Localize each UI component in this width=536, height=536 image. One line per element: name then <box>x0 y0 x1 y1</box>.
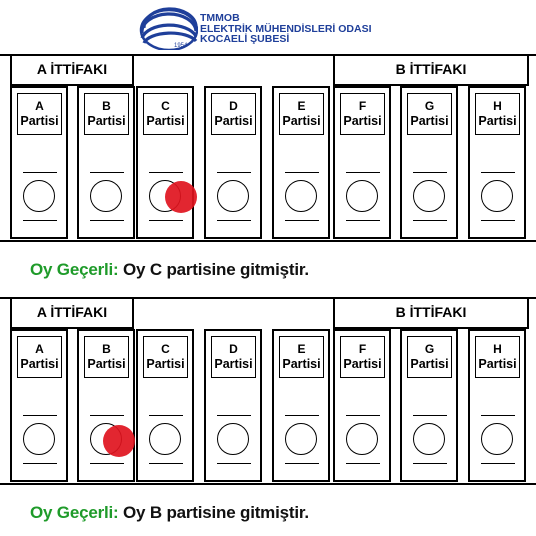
party-letter: C <box>161 342 170 356</box>
ballot-line <box>346 220 380 221</box>
caption-2 <box>30 503 309 523</box>
ballot-line <box>413 172 447 173</box>
ballot-1 <box>0 54 536 244</box>
ballot-line <box>90 220 124 221</box>
ballot-line <box>217 172 251 173</box>
caption-status: Oy Geçerli: <box>30 260 119 279</box>
party-label: Partisi <box>282 357 321 371</box>
ballot-line <box>23 172 57 173</box>
ballot-line <box>413 415 447 416</box>
caption-status: Oy Geçerli: <box>30 503 119 522</box>
vote-circle[interactable] <box>285 423 317 455</box>
party-name-box <box>407 336 452 378</box>
party-letter: A <box>35 99 44 113</box>
vote-circle[interactable] <box>481 423 513 455</box>
logo-year: 1954 <box>174 43 188 49</box>
ballot-line <box>413 463 447 464</box>
ballot-line <box>23 463 57 464</box>
party-name-box <box>340 336 385 378</box>
party-label: Partisi <box>478 114 517 128</box>
party-name-box <box>143 336 188 378</box>
ballot-line <box>481 220 515 221</box>
party-name-box <box>84 336 129 378</box>
party-name-box <box>475 93 520 135</box>
ballot-line <box>481 415 515 416</box>
party-name-box <box>279 93 324 135</box>
party-letter: D <box>229 99 238 113</box>
party-label: Partisi <box>214 357 253 371</box>
party-name-box <box>17 93 62 135</box>
party-column-g <box>400 329 458 482</box>
party-letter: H <box>493 99 502 113</box>
party-name-box <box>475 336 520 378</box>
evet-stamp <box>103 425 135 457</box>
party-name-box <box>143 93 188 135</box>
ballot-line <box>285 172 319 173</box>
ballot-line <box>23 415 57 416</box>
party-column-b <box>77 329 135 482</box>
vote-circle[interactable] <box>413 180 445 212</box>
party-name-box <box>279 336 324 378</box>
ballot-line <box>149 463 183 464</box>
party-column-g <box>400 86 458 239</box>
party-letter: D <box>229 342 238 356</box>
party-letter: F <box>358 99 367 113</box>
party-name-box <box>17 336 62 378</box>
party-column-e <box>272 329 330 482</box>
party-column-h <box>468 329 526 482</box>
party-letter: G <box>424 342 435 356</box>
logo-text <box>200 13 372 45</box>
party-letter: F <box>358 342 367 356</box>
group-a-header: A İTTİFAKI <box>10 297 134 329</box>
party-label: Partisi <box>343 357 382 371</box>
party-label: Partisi <box>410 114 449 128</box>
party-column-b <box>77 86 135 239</box>
ballot-line <box>346 172 380 173</box>
party-column-f <box>333 329 391 482</box>
ballot-line <box>217 415 251 416</box>
party-name-box <box>340 93 385 135</box>
party-name-box <box>407 93 452 135</box>
party-column-a <box>10 329 68 482</box>
logo-line-3: KOCAELİ ŞUBESİ <box>200 33 290 45</box>
party-column-h <box>468 86 526 239</box>
ballot-line <box>149 220 183 221</box>
caption-1 <box>30 260 309 280</box>
ballot-line <box>149 172 183 173</box>
vote-circle[interactable] <box>149 423 181 455</box>
party-column-d <box>204 329 262 482</box>
emo-logo <box>136 4 436 52</box>
ballot-2 <box>0 297 536 487</box>
logo-line-2: ELEKTRİK MÜHENDİSLERİ ODASI <box>200 22 372 35</box>
party-letter: B <box>102 342 111 356</box>
party-letter: E <box>297 342 306 356</box>
vote-circle[interactable] <box>90 180 122 212</box>
ballot-line <box>481 463 515 464</box>
party-label: Partisi <box>146 357 185 371</box>
ballot-line <box>285 220 319 221</box>
party-label: Partisi <box>410 357 449 371</box>
party-label: Partisi <box>478 357 517 371</box>
vote-circle[interactable] <box>23 180 55 212</box>
party-letter: E <box>297 99 306 113</box>
party-name-box <box>211 336 256 378</box>
group-b-header: B İTTİFAKI <box>333 54 529 86</box>
ballot-line <box>149 415 183 416</box>
vote-circle[interactable] <box>217 180 249 212</box>
ballot-line <box>90 415 124 416</box>
party-column-f <box>333 86 391 239</box>
ballot-line <box>346 415 380 416</box>
logo-line-1: TMMOB <box>200 12 240 24</box>
ballot-line <box>217 463 251 464</box>
ballot-line <box>23 220 57 221</box>
ballot-line <box>285 415 319 416</box>
group-a-header: A İTTİFAKI <box>10 54 134 86</box>
party-label: Partisi <box>87 357 126 371</box>
party-column-e <box>272 86 330 239</box>
caption-text: Oy B partisine gitmiştir. <box>118 503 309 522</box>
party-label: Partisi <box>87 114 126 128</box>
vote-circle[interactable] <box>285 180 317 212</box>
ballot-line <box>90 463 124 464</box>
party-name-box <box>84 93 129 135</box>
party-column-c <box>136 329 194 482</box>
party-letter: A <box>35 342 44 356</box>
vote-circle[interactable] <box>413 423 445 455</box>
party-label: Partisi <box>20 357 59 371</box>
vote-circle[interactable] <box>481 180 513 212</box>
party-letter: B <box>102 99 111 113</box>
party-letter: H <box>493 342 502 356</box>
emo-logo-mark-icon <box>138 6 198 50</box>
vote-circle[interactable] <box>23 423 55 455</box>
party-letter: C <box>161 99 170 113</box>
caption-text: Oy C partisine gitmiştir. <box>118 260 309 279</box>
vote-circle[interactable] <box>346 180 378 212</box>
party-column-d <box>204 86 262 239</box>
party-name-box <box>211 93 256 135</box>
vote-circle[interactable] <box>346 423 378 455</box>
party-label: Partisi <box>214 114 253 128</box>
vote-circle[interactable] <box>217 423 249 455</box>
party-label: Partisi <box>282 114 321 128</box>
party-label: Partisi <box>146 114 185 128</box>
party-label: Partisi <box>343 114 382 128</box>
evet-stamp <box>165 181 197 213</box>
ballot-line <box>481 172 515 173</box>
ballot-line <box>217 220 251 221</box>
party-label: Partisi <box>20 114 59 128</box>
ballot-line <box>346 463 380 464</box>
party-column-c <box>136 86 194 239</box>
group-b-header: B İTTİFAKI <box>333 297 529 329</box>
ballot-line <box>285 463 319 464</box>
party-column-a <box>10 86 68 239</box>
ballot-line <box>90 172 124 173</box>
party-letter: G <box>424 99 435 113</box>
ballot-line <box>413 220 447 221</box>
